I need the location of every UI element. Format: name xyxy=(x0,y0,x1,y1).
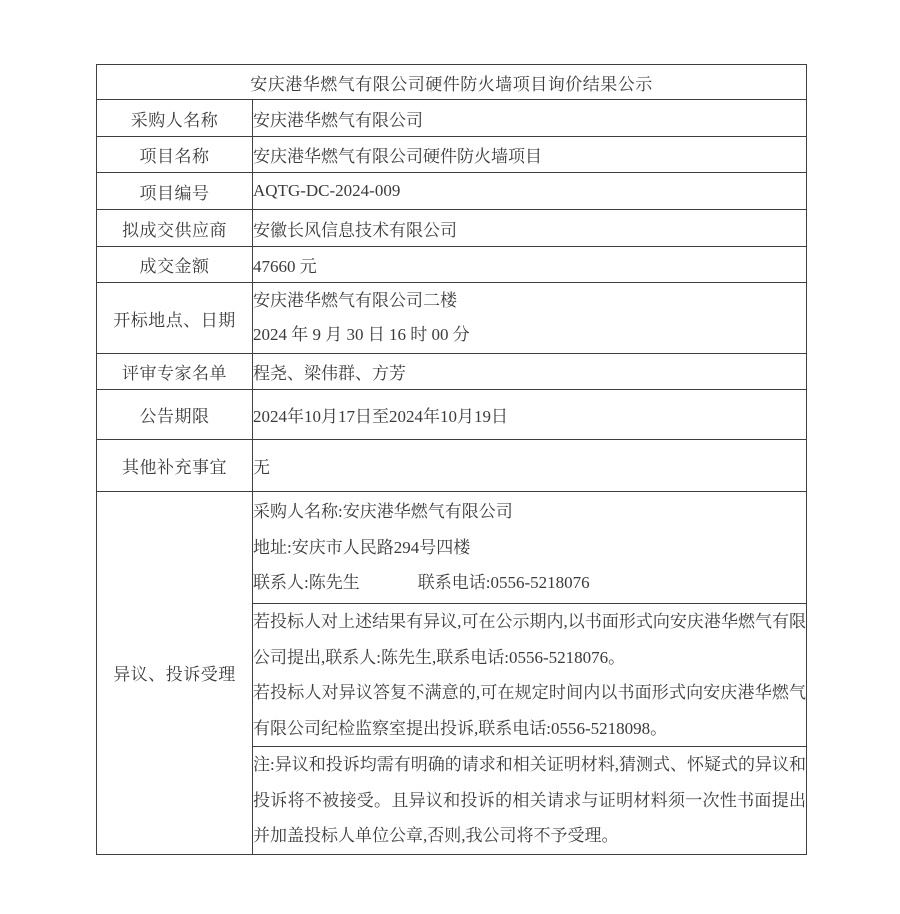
label-proposed-supplier: 拟成交供应商 xyxy=(97,210,253,247)
value-project-number: AQTG-DC-2024-009 xyxy=(253,173,807,210)
objection-procedure-text: 若投标人对上述结果有异议,可在公示期内,以书面形式向安庆港华燃气有限公司提出,联系人:陈先生,联系电话:0556-5218076。 xyxy=(253,612,806,667)
bid-opening-datetime: 2024 年 9 月 30 日 16 时 00 分 xyxy=(253,325,470,344)
label-expert-list: 评审专家名单 xyxy=(97,354,253,390)
value-purchaser-name: 安庆港华燃气有限公司 xyxy=(253,100,807,137)
value-deal-amount: 47660 元 xyxy=(253,247,807,283)
label-bid-opening: 开标地点、日期 xyxy=(97,283,253,354)
objection-procedure-cell xyxy=(253,604,807,747)
label-project-number: 项目编号 xyxy=(97,173,253,210)
announcement-table xyxy=(96,64,807,855)
value-proposed-supplier: 安徽长风信息技术有限公司 xyxy=(253,210,807,247)
value-other-matters: 无 xyxy=(253,440,807,492)
complaint-procedure-text: 若投标人对异议答复不满意的,可在规定时间内以书面形式向安庆港华燃气有限公司纪检监察室提出投诉,联系电话:0556-5218098。 xyxy=(253,683,806,738)
table-row xyxy=(97,137,807,173)
page-title: 安庆港华燃气有限公司硬件防火墙项目询价结果公示 xyxy=(97,65,807,100)
objection-contact-line xyxy=(253,565,806,601)
label-purchaser-name: 采购人名称 xyxy=(97,100,253,137)
objection-contact-cell xyxy=(253,492,807,604)
objection-note-text: 注:异议和投诉均需有明确的请求和相关证明材料,猜测式、怀疑式的异议和投诉将不被接受。且异议和投诉的相关请求与证明材料须一次性书面提出并加盖投标人单位公章,否则,我公司将不予受理。 xyxy=(253,755,806,845)
value-project-name: 安庆港华燃气有限公司硬件防火墙项目 xyxy=(253,137,807,173)
label-project-name: 项目名称 xyxy=(97,137,253,173)
objection-address-line: 地址:安庆市人民路294号四楼 xyxy=(253,537,471,557)
table-row xyxy=(97,100,807,137)
label-deal-amount: 成交金额 xyxy=(97,247,253,283)
title-row xyxy=(97,65,807,100)
table-row xyxy=(97,390,807,440)
objection-contact-phone: 联系电话:0556-5218076 xyxy=(417,573,590,593)
label-other-matters: 其他补充事宜 xyxy=(97,440,253,492)
label-objection-complaint: 异议、投诉受理 xyxy=(97,492,253,855)
objection-contact-row xyxy=(97,492,807,604)
objection-purchaser-line: 采购人名称:安庆港华燃气有限公司 xyxy=(253,502,513,522)
table-row xyxy=(97,210,807,247)
table-row xyxy=(97,354,807,390)
label-announcement-period: 公告期限 xyxy=(97,390,253,440)
value-announcement-period: 2024年10月17日至2024年10月19日 xyxy=(253,390,807,440)
table-row xyxy=(97,173,807,210)
table-row xyxy=(97,283,807,354)
objection-note-cell xyxy=(253,747,807,855)
bid-opening-place: 安庆港华燃气有限公司二楼 xyxy=(253,291,457,310)
value-expert-list: 程尧、梁伟群、方芳 xyxy=(253,354,807,390)
table-row xyxy=(97,440,807,492)
objection-contact-person: 联系人:陈先生 xyxy=(253,573,360,593)
value-bid-opening xyxy=(253,283,807,354)
table-row xyxy=(97,247,807,283)
